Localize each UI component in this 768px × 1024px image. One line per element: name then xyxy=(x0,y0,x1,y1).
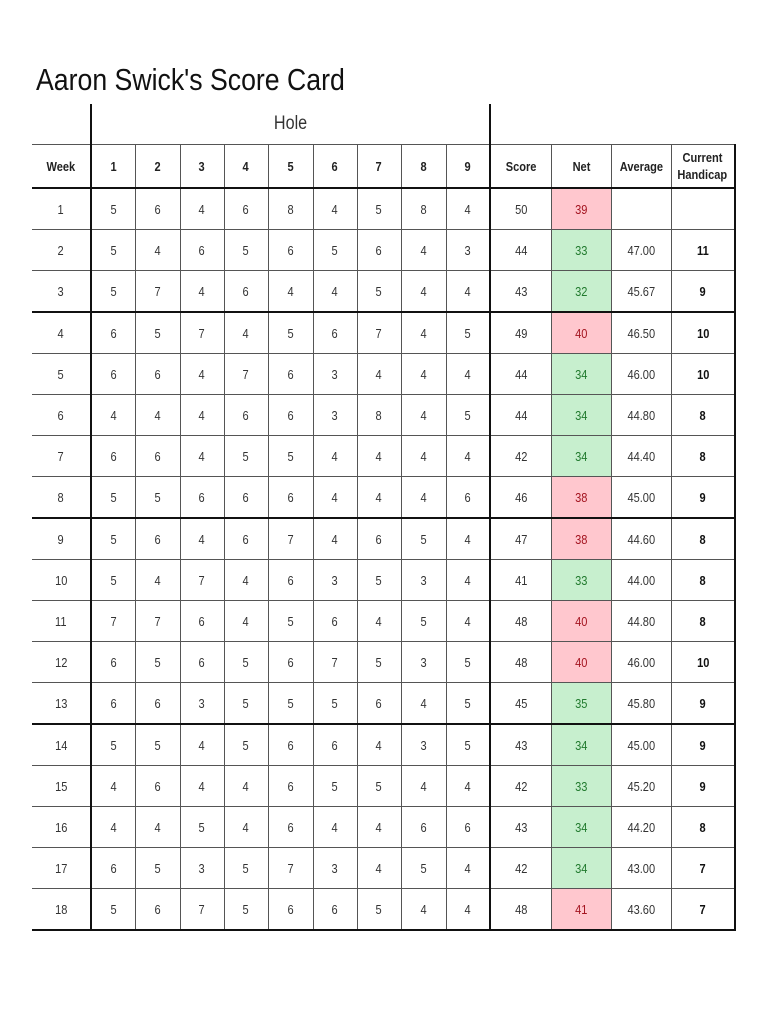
hole-8-cell: 4 xyxy=(401,312,446,354)
handicap-cell: 10 xyxy=(671,312,735,354)
week-cell: 4 xyxy=(32,312,91,354)
handicap-cell: 8 xyxy=(671,601,735,642)
average-cell: 43.60 xyxy=(611,889,671,931)
average-cell: 46.00 xyxy=(611,354,671,395)
hole-2-cell: 4 xyxy=(135,395,180,436)
hole-6-cell: 6 xyxy=(313,724,357,766)
table-row xyxy=(32,436,735,477)
hole-3-cell: 3 xyxy=(180,848,224,889)
hole-3-cell: 4 xyxy=(180,188,224,230)
hole-3-cell: 4 xyxy=(180,724,224,766)
hole-9-header: 9 xyxy=(446,145,490,189)
net-cell: 33 xyxy=(551,766,611,807)
table-row xyxy=(32,395,735,436)
handicap-cell: 8 xyxy=(671,436,735,477)
hole-3-cell: 6 xyxy=(180,230,224,271)
hole-6-cell: 5 xyxy=(313,683,357,725)
hole-6-cell: 4 xyxy=(313,436,357,477)
hole-7-cell: 7 xyxy=(357,312,401,354)
hole-4-cell: 5 xyxy=(224,848,268,889)
hole-2-cell: 6 xyxy=(135,766,180,807)
hole-7-cell: 5 xyxy=(357,766,401,807)
average-cell: 44.80 xyxy=(611,601,671,642)
hole-3-cell: 4 xyxy=(180,395,224,436)
net-cell: 33 xyxy=(551,230,611,271)
score-cell: 41 xyxy=(490,560,551,601)
hole-4-cell: 4 xyxy=(224,807,268,848)
hole-7-cell: 4 xyxy=(357,724,401,766)
score-cell: 42 xyxy=(490,436,551,477)
hole-8-cell: 3 xyxy=(401,642,446,683)
hole-1-cell: 7 xyxy=(91,601,135,642)
table-row xyxy=(32,848,735,889)
score-cell: 45 xyxy=(490,683,551,725)
score-card-sheet xyxy=(32,104,736,931)
hole-8-cell: 3 xyxy=(401,724,446,766)
hole-5-cell: 6 xyxy=(268,230,313,271)
hole-4-cell: 4 xyxy=(224,601,268,642)
hole-5-cell: 6 xyxy=(268,889,313,931)
handicap-cell: 9 xyxy=(671,271,735,313)
hole-3-cell: 3 xyxy=(180,683,224,725)
hole-3-cell: 6 xyxy=(180,601,224,642)
hole-6-cell: 6 xyxy=(313,601,357,642)
hole-8-cell: 5 xyxy=(401,601,446,642)
score-cell: 44 xyxy=(490,230,551,271)
hole-4-cell: 5 xyxy=(224,642,268,683)
hole-6-cell: 6 xyxy=(313,889,357,931)
hole-6-cell: 5 xyxy=(313,230,357,271)
hole-3-cell: 7 xyxy=(180,889,224,931)
hole-2-cell: 6 xyxy=(135,683,180,725)
hole-8-cell: 4 xyxy=(401,395,446,436)
score-cell: 44 xyxy=(490,395,551,436)
hole-2-cell: 4 xyxy=(135,560,180,601)
average-cell: 45.20 xyxy=(611,766,671,807)
hole-6-cell: 6 xyxy=(313,312,357,354)
table-row xyxy=(32,312,735,354)
week-cell: 16 xyxy=(32,807,91,848)
hole-9-cell: 4 xyxy=(446,601,490,642)
average-cell: 46.50 xyxy=(611,312,671,354)
hole-5-cell: 6 xyxy=(268,395,313,436)
hole-8-cell: 6 xyxy=(401,807,446,848)
table-row xyxy=(32,889,735,931)
handicap-cell: 8 xyxy=(671,395,735,436)
score-cell: 44 xyxy=(490,354,551,395)
week-cell: 18 xyxy=(32,889,91,931)
hole-7-cell: 4 xyxy=(357,354,401,395)
hole-4-cell: 4 xyxy=(224,560,268,601)
hole-5-cell: 5 xyxy=(268,312,313,354)
week-cell: 12 xyxy=(32,642,91,683)
hole-2-cell: 5 xyxy=(135,642,180,683)
hole-9-cell: 4 xyxy=(446,271,490,313)
net-cell: 40 xyxy=(551,601,611,642)
hole-4-cell: 5 xyxy=(224,683,268,725)
hole-9-cell: 4 xyxy=(446,848,490,889)
header-spacer-right xyxy=(490,104,735,145)
week-cell: 5 xyxy=(32,354,91,395)
hole-2-header: 2 xyxy=(135,145,180,189)
hole-6-header: 6 xyxy=(313,145,357,189)
hole-8-cell: 4 xyxy=(401,354,446,395)
table-row xyxy=(32,560,735,601)
handicap-cell: 11 xyxy=(671,230,735,271)
score-cell: 48 xyxy=(490,642,551,683)
hole-3-cell: 4 xyxy=(180,354,224,395)
net-cell: 34 xyxy=(551,395,611,436)
average-cell: 45.80 xyxy=(611,683,671,725)
hole-9-cell: 3 xyxy=(446,230,490,271)
hole-6-cell: 4 xyxy=(313,807,357,848)
hole-1-cell: 6 xyxy=(91,436,135,477)
hole-8-cell: 4 xyxy=(401,683,446,725)
average-cell: 44.20 xyxy=(611,807,671,848)
score-cell: 43 xyxy=(490,271,551,313)
hole-5-cell: 5 xyxy=(268,436,313,477)
hole-7-cell: 6 xyxy=(357,230,401,271)
hole-header-row xyxy=(32,104,735,145)
hole-2-cell: 6 xyxy=(135,188,180,230)
score-cell: 42 xyxy=(490,766,551,807)
hole-1-cell: 5 xyxy=(91,518,135,560)
hole-7-cell: 4 xyxy=(357,848,401,889)
average-cell: 45.00 xyxy=(611,477,671,519)
hole-9-cell: 4 xyxy=(446,766,490,807)
hole-6-cell: 5 xyxy=(313,766,357,807)
week-header: Week xyxy=(32,145,91,189)
hole-4-cell: 7 xyxy=(224,354,268,395)
hole-6-cell: 3 xyxy=(313,560,357,601)
hole-1-cell: 6 xyxy=(91,683,135,725)
hole-3-header: 3 xyxy=(180,145,224,189)
hole-9-cell: 5 xyxy=(446,724,490,766)
net-cell: 35 xyxy=(551,683,611,725)
hole-7-cell: 8 xyxy=(357,395,401,436)
hole-8-cell: 4 xyxy=(401,766,446,807)
net-cell: 34 xyxy=(551,354,611,395)
average-cell: 43.00 xyxy=(611,848,671,889)
average-cell: 44.00 xyxy=(611,560,671,601)
hole-7-cell: 5 xyxy=(357,642,401,683)
week-cell: 3 xyxy=(32,271,91,313)
handicap-cell xyxy=(671,188,735,230)
hole-9-cell: 5 xyxy=(446,683,490,725)
average-cell: 44.60 xyxy=(611,518,671,560)
hole-8-cell: 5 xyxy=(401,848,446,889)
hole-8-cell: 4 xyxy=(401,889,446,931)
net-cell: 32 xyxy=(551,271,611,313)
hole-8-cell: 5 xyxy=(401,518,446,560)
average-cell: 44.80 xyxy=(611,395,671,436)
hole-9-cell: 5 xyxy=(446,395,490,436)
hole-7-cell: 6 xyxy=(357,518,401,560)
week-cell: 17 xyxy=(32,848,91,889)
hole-9-cell: 4 xyxy=(446,188,490,230)
hole-5-cell: 5 xyxy=(268,683,313,725)
hole-3-cell: 6 xyxy=(180,477,224,519)
hole-4-header: 4 xyxy=(224,145,268,189)
hole-1-cell: 6 xyxy=(91,354,135,395)
hole-1-cell: 4 xyxy=(91,766,135,807)
score-cell: 49 xyxy=(490,312,551,354)
table-row xyxy=(32,642,735,683)
hole-1-cell: 5 xyxy=(91,889,135,931)
hole-7-cell: 5 xyxy=(357,889,401,931)
score-header: Score xyxy=(490,145,551,189)
week-cell: 1 xyxy=(32,188,91,230)
hole-3-cell: 7 xyxy=(180,312,224,354)
score-cell: 47 xyxy=(490,518,551,560)
hole-7-cell: 4 xyxy=(357,601,401,642)
hole-3-cell: 4 xyxy=(180,436,224,477)
table-row xyxy=(32,518,735,560)
hole-1-cell: 5 xyxy=(91,230,135,271)
hole-5-cell: 7 xyxy=(268,848,313,889)
hole-9-cell: 4 xyxy=(446,518,490,560)
net-cell: 34 xyxy=(551,848,611,889)
hole-4-cell: 5 xyxy=(224,724,268,766)
hole-4-cell: 5 xyxy=(224,230,268,271)
hole-7-cell: 4 xyxy=(357,807,401,848)
hole-1-cell: 4 xyxy=(91,807,135,848)
table-row xyxy=(32,724,735,766)
hole-8-header: 8 xyxy=(401,145,446,189)
hole-2-cell: 5 xyxy=(135,724,180,766)
hole-8-cell: 4 xyxy=(401,436,446,477)
net-cell: 40 xyxy=(551,642,611,683)
hole-1-cell: 6 xyxy=(91,642,135,683)
hole-2-cell: 4 xyxy=(135,230,180,271)
hole-2-cell: 7 xyxy=(135,271,180,313)
average-cell: 44.40 xyxy=(611,436,671,477)
score-cell: 50 xyxy=(490,188,551,230)
net-cell: 34 xyxy=(551,436,611,477)
header-spacer xyxy=(32,104,91,145)
hole-3-cell: 4 xyxy=(180,766,224,807)
handicap-cell: 8 xyxy=(671,807,735,848)
handicap-cell: 9 xyxy=(671,477,735,519)
week-cell: 8 xyxy=(32,477,91,519)
hole-7-cell: 6 xyxy=(357,683,401,725)
net-header: Net xyxy=(551,145,611,189)
score-rows xyxy=(32,188,735,930)
hole-6-cell: 3 xyxy=(313,354,357,395)
hole-3-cell: 7 xyxy=(180,560,224,601)
score-cell: 46 xyxy=(490,477,551,519)
net-cell: 39 xyxy=(551,188,611,230)
average-cell: 47.00 xyxy=(611,230,671,271)
hole-6-cell: 3 xyxy=(313,848,357,889)
hole-group-header: Hole xyxy=(91,104,490,145)
hole-5-cell: 6 xyxy=(268,766,313,807)
net-cell: 34 xyxy=(551,807,611,848)
hole-7-cell: 4 xyxy=(357,477,401,519)
handicap-cell: 8 xyxy=(671,560,735,601)
hole-1-cell: 5 xyxy=(91,560,135,601)
average-cell: 45.67 xyxy=(611,271,671,313)
hole-1-cell: 5 xyxy=(91,477,135,519)
hole-4-cell: 6 xyxy=(224,477,268,519)
week-cell: 13 xyxy=(32,683,91,725)
table-row xyxy=(32,477,735,519)
net-cell: 40 xyxy=(551,312,611,354)
hole-8-cell: 4 xyxy=(401,230,446,271)
hole-9-cell: 6 xyxy=(446,807,490,848)
score-cell: 48 xyxy=(490,601,551,642)
hole-2-cell: 6 xyxy=(135,889,180,931)
hole-9-cell: 4 xyxy=(446,436,490,477)
handicap-cell: 9 xyxy=(671,683,735,725)
week-cell: 11 xyxy=(32,601,91,642)
hole-8-cell: 4 xyxy=(401,271,446,313)
hole-8-cell: 3 xyxy=(401,560,446,601)
week-cell: 2 xyxy=(32,230,91,271)
hole-4-cell: 6 xyxy=(224,518,268,560)
handicap-cell: 7 xyxy=(671,848,735,889)
hole-8-cell: 8 xyxy=(401,188,446,230)
hole-5-cell: 7 xyxy=(268,518,313,560)
hole-5-cell: 8 xyxy=(268,188,313,230)
handicap-cell: 10 xyxy=(671,642,735,683)
table-row xyxy=(32,271,735,313)
hole-1-cell: 5 xyxy=(91,188,135,230)
hole-4-cell: 6 xyxy=(224,271,268,313)
handicap-cell: 9 xyxy=(671,724,735,766)
hole-6-cell: 4 xyxy=(313,477,357,519)
hole-8-cell: 4 xyxy=(401,477,446,519)
hole-2-cell: 5 xyxy=(135,312,180,354)
average-cell: 45.00 xyxy=(611,724,671,766)
hole-7-header: 7 xyxy=(357,145,401,189)
hole-2-cell: 5 xyxy=(135,477,180,519)
hole-9-cell: 5 xyxy=(446,642,490,683)
hole-6-cell: 4 xyxy=(313,188,357,230)
hole-9-cell: 5 xyxy=(446,312,490,354)
score-cell: 42 xyxy=(490,848,551,889)
table-row xyxy=(32,230,735,271)
hole-9-cell: 6 xyxy=(446,477,490,519)
hole-2-cell: 5 xyxy=(135,848,180,889)
hole-7-cell: 4 xyxy=(357,436,401,477)
table-row xyxy=(32,683,735,725)
hole-9-cell: 4 xyxy=(446,560,490,601)
hole-7-cell: 5 xyxy=(357,560,401,601)
average-header: Average xyxy=(611,145,671,189)
week-cell: 9 xyxy=(32,518,91,560)
hole-3-cell: 6 xyxy=(180,642,224,683)
table-row xyxy=(32,188,735,230)
hole-2-cell: 7 xyxy=(135,601,180,642)
average-cell: 46.00 xyxy=(611,642,671,683)
page-title: Aaron Swick's Score Card xyxy=(36,62,345,97)
hole-3-cell: 5 xyxy=(180,807,224,848)
week-cell: 7 xyxy=(32,436,91,477)
week-cell: 10 xyxy=(32,560,91,601)
hole-5-cell: 6 xyxy=(268,354,313,395)
hole-6-cell: 7 xyxy=(313,642,357,683)
hole-5-cell: 6 xyxy=(268,642,313,683)
hole-1-header: 1 xyxy=(91,145,135,189)
hole-3-cell: 4 xyxy=(180,271,224,313)
hole-5-cell: 6 xyxy=(268,807,313,848)
net-cell: 38 xyxy=(551,518,611,560)
table-row xyxy=(32,766,735,807)
hole-7-cell: 5 xyxy=(357,271,401,313)
hole-6-cell: 3 xyxy=(313,395,357,436)
table-row xyxy=(32,601,735,642)
hole-1-cell: 5 xyxy=(91,271,135,313)
hole-4-cell: 4 xyxy=(224,312,268,354)
hole-9-cell: 4 xyxy=(446,889,490,931)
hole-4-cell: 4 xyxy=(224,766,268,807)
handicap-cell: 7 xyxy=(671,889,735,931)
handicap-cell: 9 xyxy=(671,766,735,807)
week-cell: 6 xyxy=(32,395,91,436)
hole-7-cell: 5 xyxy=(357,188,401,230)
score-table xyxy=(32,104,736,931)
hole-2-cell: 6 xyxy=(135,354,180,395)
net-cell: 33 xyxy=(551,560,611,601)
hole-5-header: 5 xyxy=(268,145,313,189)
handicap-cell: 8 xyxy=(671,518,735,560)
hole-1-cell: 6 xyxy=(91,848,135,889)
table-row xyxy=(32,807,735,848)
score-cell: 43 xyxy=(490,807,551,848)
hole-5-cell: 6 xyxy=(268,477,313,519)
hole-6-cell: 4 xyxy=(313,271,357,313)
column-header-row xyxy=(32,145,735,189)
hole-5-cell: 6 xyxy=(268,560,313,601)
table-row xyxy=(32,354,735,395)
hole-5-cell: 5 xyxy=(268,601,313,642)
score-cell: 48 xyxy=(490,889,551,931)
hole-4-cell: 5 xyxy=(224,436,268,477)
hole-2-cell: 6 xyxy=(135,518,180,560)
hole-2-cell: 6 xyxy=(135,436,180,477)
hole-4-cell: 5 xyxy=(224,889,268,931)
net-cell: 34 xyxy=(551,724,611,766)
hole-4-cell: 6 xyxy=(224,395,268,436)
net-cell: 38 xyxy=(551,477,611,519)
score-cell: 43 xyxy=(490,724,551,766)
handicap-cell: 10 xyxy=(671,354,735,395)
hole-2-cell: 4 xyxy=(135,807,180,848)
hole-5-cell: 6 xyxy=(268,724,313,766)
hole-1-cell: 6 xyxy=(91,312,135,354)
hole-4-cell: 6 xyxy=(224,188,268,230)
hole-5-cell: 4 xyxy=(268,271,313,313)
hole-6-cell: 4 xyxy=(313,518,357,560)
hole-1-cell: 4 xyxy=(91,395,135,436)
average-cell xyxy=(611,188,671,230)
hole-1-cell: 5 xyxy=(91,724,135,766)
hole-9-cell: 4 xyxy=(446,354,490,395)
net-cell: 41 xyxy=(551,889,611,931)
handicap-header: Current Handicap xyxy=(671,145,735,189)
week-cell: 15 xyxy=(32,766,91,807)
hole-3-cell: 4 xyxy=(180,518,224,560)
week-cell: 14 xyxy=(32,724,91,766)
